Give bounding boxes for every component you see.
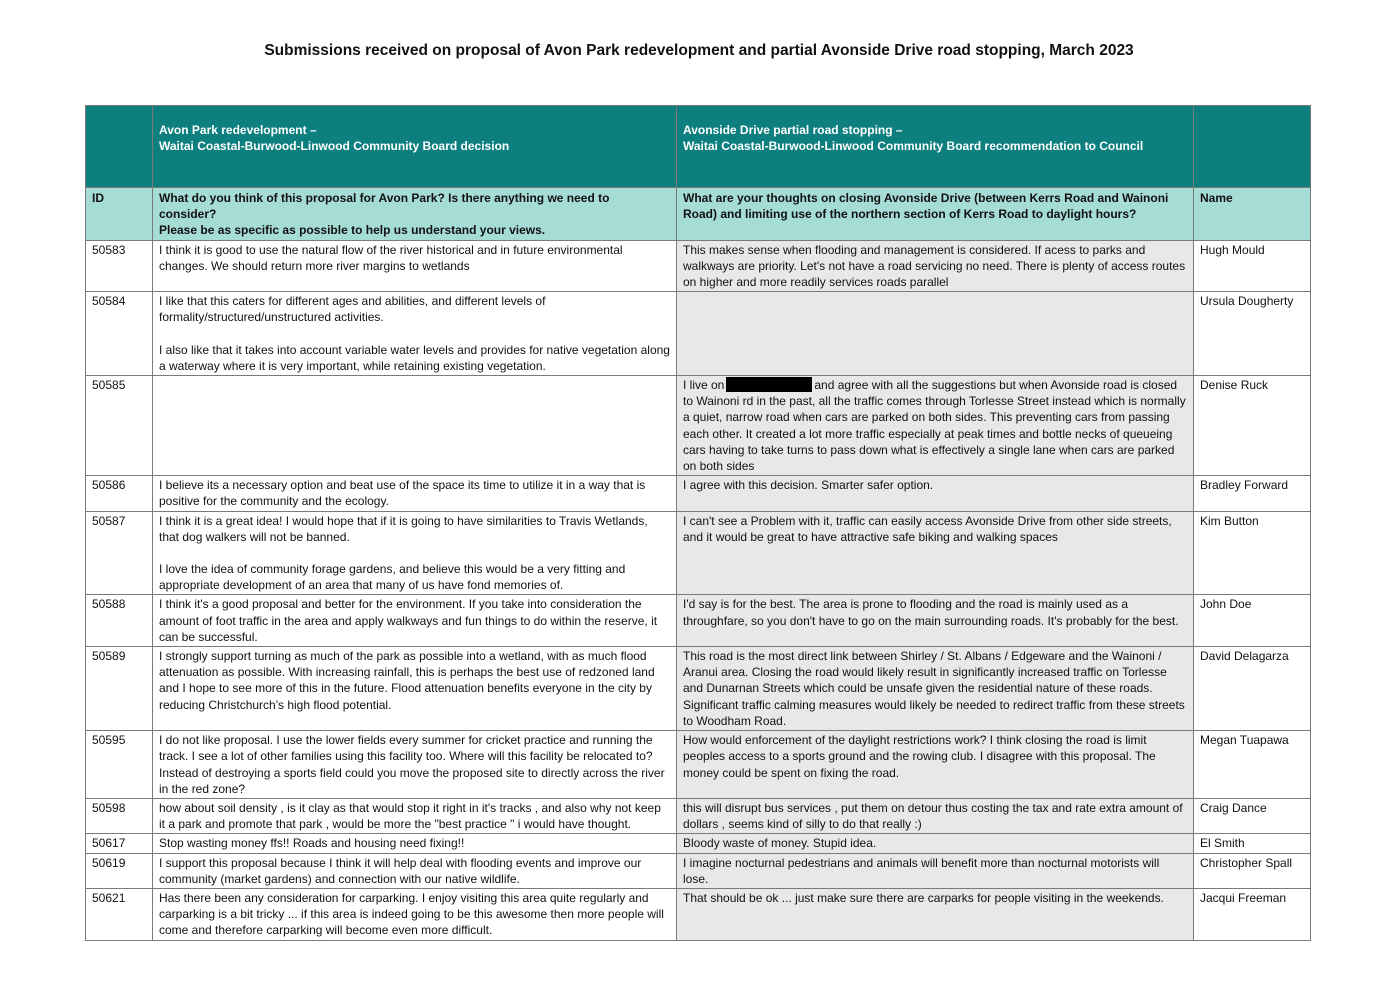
road-comment: I agree with this decision. Smarter safer option. [677,476,1194,511]
submission-id: 50588 [86,595,153,647]
park-comment [153,888,677,940]
submission-id: 50587 [86,511,153,595]
submitter-name: Hugh Mould [1194,240,1311,292]
submitter-name: Kim Button [1194,511,1311,595]
submitter-name: Denise Ruck [1194,376,1311,476]
road-comment: Bloody waste of money. Stupid idea. [677,834,1194,853]
park-question-line2: Please be as specific as possible to help us understand your views. [159,223,546,238]
submission-id: 50619 [86,853,153,888]
park-paragraph: Stop wasting money ffs!! Roads and housing need fixing!! [159,836,465,851]
park-paragraph: I think it's a good proposal and better for the environment. If you take into consideration the amount of foot traffic in the area and apply walkways and fun things to do within the reserve, it can be successful. [159,597,658,644]
submissions-table [85,105,1311,941]
park-paragraph: I support this proposal because I think it will help deal with flooding events and improve our community (market gardens) and connection with our native wildlife. [159,855,642,886]
submitter-name: Jacqui Freeman [1194,888,1311,940]
header-blank-id [86,106,153,188]
table-row [86,798,1311,833]
header-avon-park-line1: Avon Park redevelopment – [159,123,317,137]
road-comment: This road is the most direct link between Shirley / St. Albans / Edgeware and the Wainoni / Aranui area. Closing the road would likely result in significantly increased traffic on Torlesse and Dunarnan Streets which could be unsafe given the residential nature of these roads. Significant traffic calming measures would likely be needed to redirect traffic from these streets to Woodham Road. [677,647,1194,731]
park-paragraph: Has there been any consideration for carparking. I enjoy visiting this area quite regularly and carparking is a bit tricky ... if this area is indeed going to be this awesome then more people will come and therefore carparking will become even more difficult. [159,890,664,938]
park-paragraph: I think it is a great idea! I would hope that if it is going to have similarities to Travis Wetlands, that dog walkers will not be banned. [159,513,648,544]
table-row [86,731,1311,799]
table-row [86,376,1311,476]
road-question-line1: What are your thoughts on closing Avonside Drive (between Kerrs Road and Wainoni [683,191,1169,205]
park-comment [153,647,677,731]
table-row [86,476,1311,511]
park-comment [153,511,677,595]
road-comment-rest: and agree with all the suggestions but when Avonside road is closed to Wainoni rd in the past, all the traffic comes through Torlesse Street instead which is normally a quiet, narrow road when cars are parked on both sides. This preventing cars from passing each other. It created a lot more traffic especially at peak times and bottle necks of queueing cars having to take turns to pass down what is effectively a single lane when cars are parked on both sides [683,378,1186,474]
submitter-name: Craig Dance [1194,798,1311,833]
park-comment [153,731,677,799]
park-paragraph: I believe its a necessary option and beat use of the space its time to utilize it in a way that is positive for the community and the ecology. [159,478,646,509]
park-question-line1: What do you think of this proposal for Avon Park? Is there anything we need to consider? [159,191,610,222]
road-comment [677,376,1194,476]
submission-id: 50583 [86,240,153,292]
road-comment [677,292,1194,376]
header-avonside-drive [677,106,1194,188]
table-question-header [86,188,1311,241]
road-comment-start: I live on [683,378,725,393]
submitter-name: John Doe [1194,595,1311,647]
redaction-block [726,377,812,392]
road-comment: this will disrupt bus services , put them on detour thus costing the tax and rate extra amount of dollars , seems kind of silly to do that really :) [677,798,1194,833]
park-paragraph: how about soil density , is it clay as that would stop it right in it's tracks , and also why not keep it a park and promote that park , would be more the "best practice " i would have thought. [159,800,661,832]
submission-id: 50595 [86,731,153,799]
submission-id: 50621 [86,888,153,940]
table-group-header [86,106,1311,188]
park-paragraph: I do not like proposal. I use the lower fields every summer for cricket practice and running the track. I see a lot of other families using this facility too. Where will this facility be relocated to? Instead of destroying a sports field could you move the proposed site to directly across the river in the red zone? [159,733,665,796]
park-comment [153,834,677,853]
road-question-line2: Road) and limiting use of the northern section of Kerrs Road to daylight hours? [683,207,1137,222]
park-comment [153,595,677,647]
park-paragraph: I think it is good to use the natural flow of the river historical and in future environmental changes. We should return more river margins to wetlands [159,242,623,273]
submitter-name: Ursula Dougherty [1194,292,1311,376]
road-comment: How would enforcement of the daylight restrictions work? I think closing the road is limit peoples access to a sports ground and the rowing club. I disagree with this proposal. The money could be spent on fixing the road. [677,731,1194,799]
park-paragraph: I strongly support turning as much of the park as possible into a wetland, with as much flood attenuation as possible. With increasing rainfall, this is perhaps the best use of redzoned land and I hope to see more of this in the future. Flood attenuation benefits everyone in the city by reducing Christchurch's high flood potential. [159,649,655,712]
submitter-name: Megan Tuapawa [1194,731,1311,799]
park-comment [153,376,677,476]
table-row [86,834,1311,853]
table-row [86,647,1311,731]
park-paragraph: I love the idea of community forage gardens, and believe this would be a very fitting and appropriate development of an area that many of us have fond memories of. [159,562,626,593]
column-header-road-question [677,188,1194,241]
table-row [86,853,1311,888]
submitter-name: Christopher Spall [1194,853,1311,888]
column-header-name: Name [1194,188,1311,241]
park-paragraph: I like that this caters for different ages and abilities, and different levels of formality/structured/unstructured activities. [159,294,546,325]
park-paragraph: I also like that it takes into account variable water levels and provides for native vegetation along a waterway where it is very important, while retaining existing vegetation. [159,342,670,373]
header-avon-park [153,106,677,188]
road-comment: This makes sense when flooding and management is considered. If acess to parks and walkways are priority. Let's not have a road servicing no need. There is plenty of access routes on higher and more readily services roads parallel [677,240,1194,292]
road-comment: I'd say is for the best. The area is prone to flooding and the road is mainly used as a throughfare, so you don't have to go on the main surrounding roads. It's probably for the best. [677,595,1194,647]
submitter-name: David Delagarza [1194,647,1311,731]
column-header-id: ID [86,188,153,241]
table-row [86,595,1311,647]
page-title: Submissions received on proposal of Avon Park redevelopment and partial Avonside Drive road stopping, March 2023 [264,42,1134,59]
park-comment [153,240,677,292]
column-header-park-question [153,188,677,241]
submission-id: 50589 [86,647,153,731]
submission-id: 50617 [86,834,153,853]
header-avonside-line1: Avonside Drive partial road stopping – [683,123,903,137]
road-comment: I can't see a Problem with it, traffic can easily access Avonside Drive from other side streets, and it would be great to have attractive safe biking and walking spaces [677,511,1194,595]
submitter-name: Bradley Forward [1194,476,1311,511]
table-row [86,888,1311,940]
park-comment [153,476,677,511]
table-row [86,292,1311,376]
header-avon-park-line2: Waitai Coastal-Burwood-Linwood Community Board decision [159,139,510,154]
header-blank-name [1194,106,1311,188]
park-comment [153,798,677,833]
road-comment: I imagine nocturnal pedestrians and animals will benefit more than nocturnal motorists will lose. [677,853,1194,888]
park-comment [153,853,677,888]
submission-id: 50584 [86,292,153,376]
submission-id: 50585 [86,376,153,476]
road-comment: That should be ok ... just make sure there are carparks for people visiting in the weekends. [677,888,1194,940]
submitter-name: El Smith [1194,834,1311,853]
table-row [86,511,1311,595]
header-avonside-line2: Waitai Coastal-Burwood-Linwood Community Board recommendation to Council [683,139,1144,154]
submission-id: 50586 [86,476,153,511]
table-row [86,240,1311,292]
park-comment [153,292,677,376]
submission-id: 50598 [86,798,153,833]
